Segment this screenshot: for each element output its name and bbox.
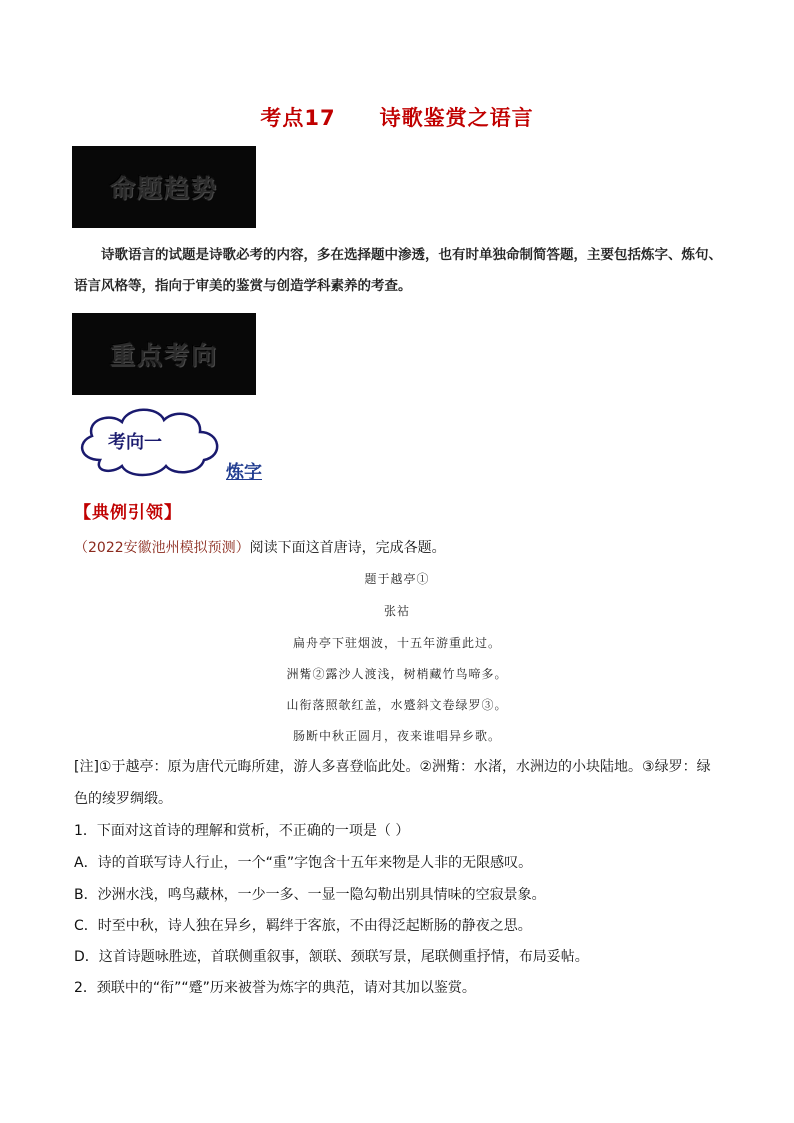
prompt-text: 阅读下面这首唐诗，完成各题。	[249, 540, 446, 556]
question-prompt	[74, 537, 724, 559]
banner-trend-label: 命题趋势	[109, 174, 218, 203]
intro-paragraph: 诗歌语言的试题是诗歌必考的内容，多在选择题中渗透，也有时单独命制简答题，主要包括炼字、炼句、语言风格等，指向于审美的鉴赏与创造学科素养的考查。	[74, 247, 722, 294]
direction-label: 考向一	[108, 432, 162, 453]
poem-title: 题于越亭①	[364, 572, 430, 586]
option-a: A．诗的首联写诗人行止，一个“重”字饱含十五年来物是人非的无限感叹。	[74, 855, 533, 871]
title-topic: 诗歌鉴赏之语言	[379, 106, 534, 130]
banner-focus-label: 重点考向	[109, 341, 218, 370]
poem-line: 山衔落照欹红盖，水蹙斜文卷绿罗③。	[286, 698, 508, 712]
example-heading: 【典例引领】	[74, 503, 182, 523]
title-exam-point: 考点17	[260, 106, 336, 130]
option-b: B．沙洲水浅，鸣鸟藏林，一少一多、一显一隐勾勒出别具情味的空寂景象。	[74, 887, 546, 903]
poem-line: 肠断中秋正圆月，夜来谁唱异乡歌。	[292, 729, 501, 743]
banner-trend	[72, 146, 256, 228]
question-2: 2．颈联中的“衔”“蹙”历来被誉为炼字的典范，请对其加以鉴赏。	[74, 980, 476, 996]
option-d: D．这首诗题咏胜迹，首联侧重叙事，颔联、颈联写景，尾联侧重抒情，布局妥帖。	[74, 949, 589, 965]
note-line-1: [注]①于越亭：原为唐代元晦所建，游人多喜登临此处。②洲觜：水渚，水洲边的小块陆地。③绿罗：绿	[74, 759, 711, 775]
question-1: 1．下面对这首诗的理解和赏析，不正确的一项是（ ）	[74, 823, 410, 839]
poem-author: 张祜	[383, 604, 410, 618]
poem-line: 洲觜②露沙人渡浅，树梢藏竹鸟啼多。	[286, 667, 508, 681]
poem-line: 扁舟亭下驻烟波，十五年游重此过。	[292, 636, 501, 650]
direction-topic: 炼字	[226, 462, 262, 483]
source-tag: （2022安徽池州模拟预测）	[74, 540, 250, 556]
option-c: C．时至中秋，诗人独在异乡，羁绊于客旅，不由得泛起断肠的静夜之思。	[74, 918, 532, 934]
page-title	[0, 102, 794, 132]
note-line-2: 色的绫罗绸缎。	[74, 791, 172, 807]
banner-focus	[72, 313, 256, 395]
